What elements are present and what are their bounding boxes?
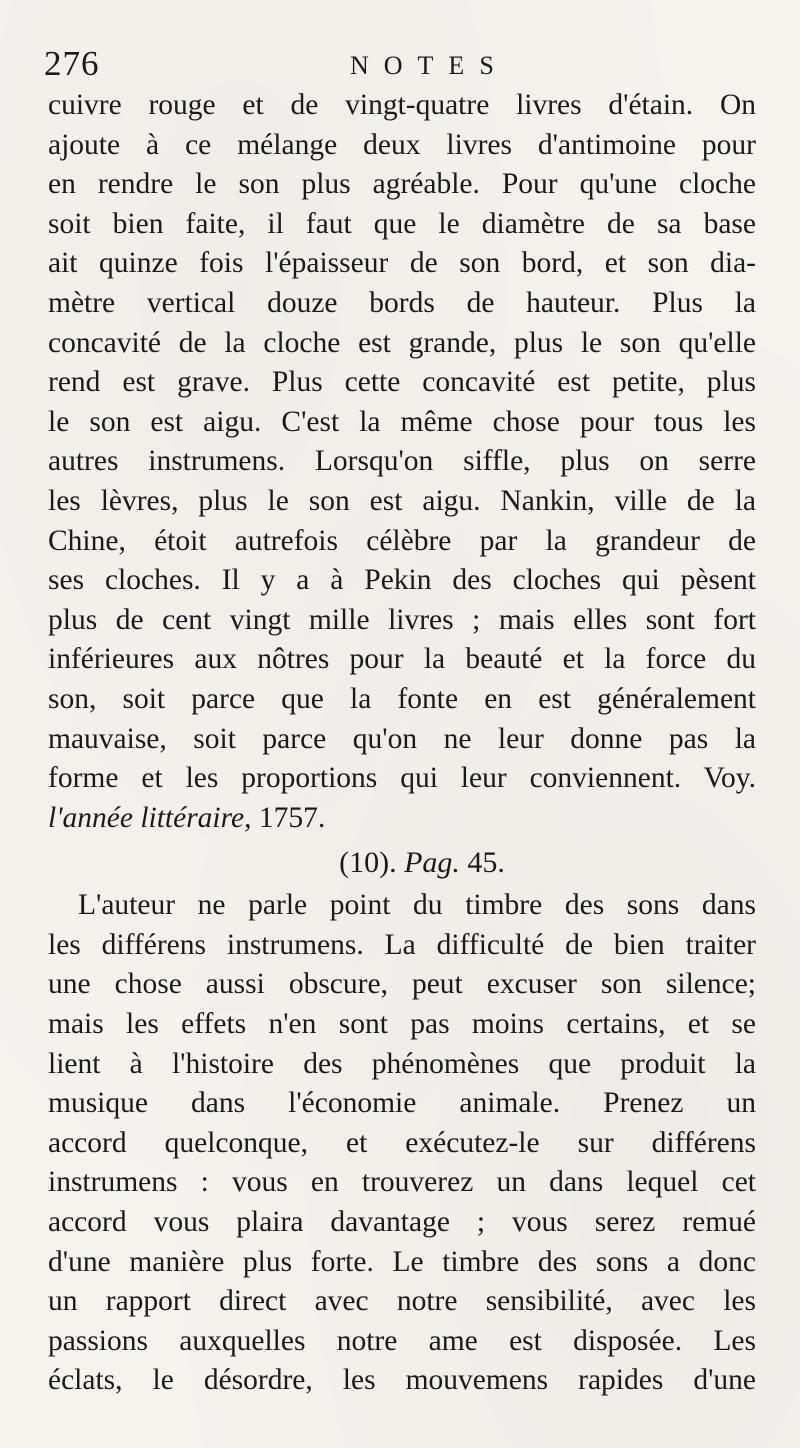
text-line: d'une manière plus forte. Le timbre des sons a donc: [48, 1245, 756, 1278]
text-line: soit bien faite, il faut que le diamètre de sa base: [48, 207, 756, 240]
text-line: les lèvres, plus le son est aigu. Nankin, ville de la: [48, 484, 756, 517]
citation-line: [48, 799, 756, 839]
text-line: concavité de la cloche est grande, plus le son qu'elle: [48, 326, 756, 359]
text-line: Chine, étoit autrefois célèbre par la grandeur de: [48, 524, 756, 557]
page-header: [44, 42, 756, 86]
text-line: ait quinze fois l'épaisseur de son bord, et son dia-: [48, 247, 756, 280]
body-text: [48, 86, 756, 1401]
text-line: L'auteur ne parle point du timbre des sons dans: [78, 889, 756, 922]
text-line: accord quelconque, et exécutez-le sur différens: [48, 1126, 756, 1159]
citation-title: l'année littéraire: [48, 801, 245, 834]
text-line: une chose aussi obscure, peut excuser son silence;: [48, 968, 756, 1001]
text-line: forme et les proportions qui leur conviennent. Voy.: [48, 762, 756, 795]
text-line: plus de cent vingt mille livres ; mais elles sont fort: [48, 603, 756, 636]
text-line: cuivre rouge et de vingt-quatre livres d'étain. On: [48, 89, 756, 121]
text-line: le son est aigu. C'est la même chose pour tous les: [48, 405, 756, 438]
text-line: autres instrumens. Lorsqu'on siffle, plus on serre: [48, 445, 756, 478]
text-line: ses cloches. Il y a à Pekin des cloches qui pèsent: [48, 564, 756, 597]
text-line: musique dans l'économie animale. Prenez un: [48, 1087, 756, 1120]
citation-year: , 1757.: [244, 801, 326, 834]
text-line: les différens instrumens. La difficulté de bien traiter: [48, 928, 756, 961]
text-line: ajoute à ce mélange deux livres d'antimoine pour: [48, 128, 756, 161]
text-line: mauvaise, soit parce qu'on ne leur donne pas la: [48, 722, 756, 755]
page-reference-label: Pag.: [404, 846, 460, 880]
text-line: mètre vertical douze bords de hauteur. Plus la: [48, 286, 756, 319]
text-line: rend est grave. Plus cette concavité est petite, plus: [48, 366, 756, 399]
text-line: éclats, le désordre, les mouvemens rapides d'une: [48, 1364, 756, 1397]
text-line: instrumens : vous en trouverez un dans lequel cet: [48, 1166, 756, 1199]
text-line: accord vous plaira davantage ; vous serez remué: [48, 1206, 756, 1239]
text-line: un rapport direct avec notre sensibilité, avec les: [48, 1285, 756, 1318]
page-number: 276: [44, 44, 100, 83]
text-line: passions auxquelles notre ame est disposée. Les: [48, 1324, 756, 1357]
note-number: (10).: [339, 846, 397, 880]
page-reference-number: 45.: [467, 846, 505, 880]
running-head: NOTES: [350, 51, 509, 80]
text-line: en rendre le son plus agréable. Pour qu'une cloche: [48, 168, 756, 201]
text-line: son, soit parce que la fonte en est généralement: [48, 682, 756, 715]
text-line: mais les effets n'en sont pas moins certains, et se: [48, 1008, 756, 1041]
text-line: inférieures aux nôtres pour la beauté et la force du: [48, 643, 756, 676]
note-heading: [48, 838, 756, 886]
text-line: lient à l'histoire des phénomènes que produit la: [48, 1047, 756, 1080]
